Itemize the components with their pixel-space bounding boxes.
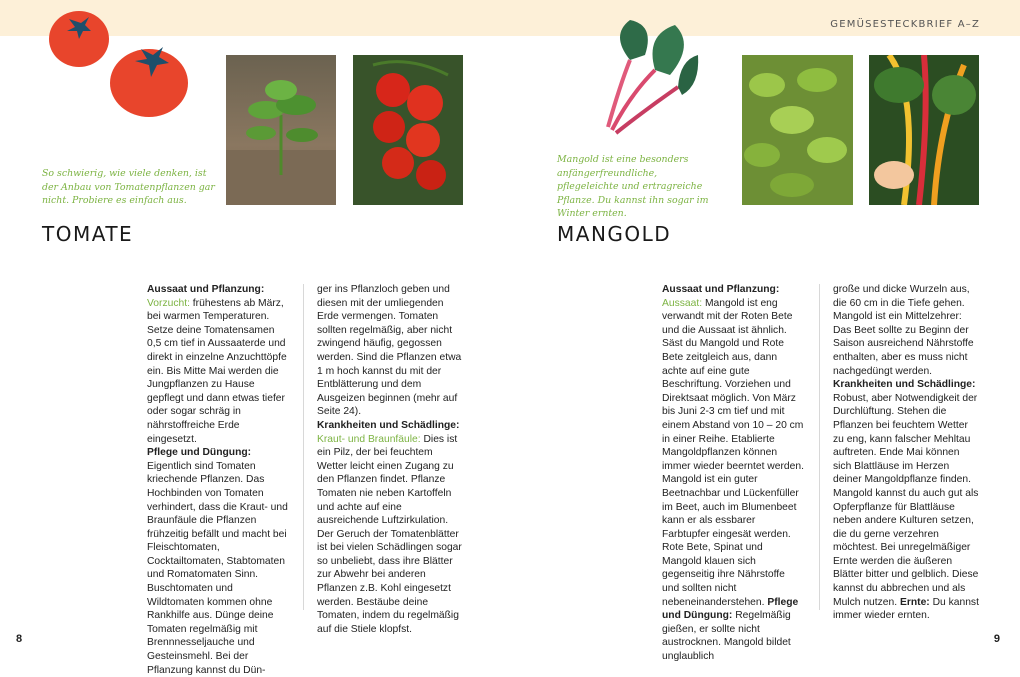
tomato-text-column-1: Aussaat und Pflanzung: Vorzucht: frühestens ab März, bei warmen Temperaturen. Setze deine Tomatensamen 0,5 cm tief in Aussaaterde und direkt in einzelne Anzuchttöpfe ein. Bis Mitte Mai werden die Jungpflanzen zu Hause gepflegt und dann etwas tiefer oder sogar schräg in nährstoffreiche Erde eingesetzt. Pflege und Düngung: Eigentlich sind Tomaten kriechende Pflanzen. Das Hochbinden von Tomaten verhindert, dass die Kraut- und Braunfäule die Pflanzen frühzeitig befällt und macht bei Fleischtomaten, Cocktailtomaten, Stabtomaten und Romatomaten Sinn. Buschtomaten und Wildtomaten kommen ohne Rankhilfe aus. Dünge deine Tomaten regelmäßig mit Brennnesseljauche und Gesteinsmehl. Bei der Pflanzung kannst du Dün-	[147, 284, 288, 676]
column-divider	[819, 284, 820, 610]
page-number-right: 9	[993, 633, 1000, 645]
chard-bed-photo	[742, 55, 853, 205]
page-number-left: 8	[16, 633, 23, 645]
tomato-intro: So schwierig, wie viele denken, ist der Anbau von Tomatenpflanzen gar nicht. Probiere es einfach aus.	[42, 168, 215, 206]
ripe-tomatoes-photo	[353, 55, 463, 205]
chard-illustration-icon	[600, 15, 700, 140]
mangold-text-column-2: große und dicke Wurzeln aus, die 60 cm in die Tiefe gehen. Mangold ist ein Mittelzehrer: Das Beet sollte zu Beginn der Saison ausreichend Nährstoffe enthalten, aber es muss nicht nachgedüngt werden. Krankheiten und Schädlinge: Robust, aber Notwendigkeit der Durchlüftung. Stehen die Pflanzen bei feuchtem Wetter zu eng, kann falscher Mehltau auftreten. Ende Mai können sich Blattläuse im Herzen deiner Mangoldpflanze finden. Mangold kannst du auch gut als Opferpflanze für Blattläuse neben andere Kulturen setzen, die du gerne verzehren möchtest. Bei unregelmäßiger Ernte werden die äußeren Blätter bitter und gelblich. Diese kannst du abbrechen und als Mulch nutzen. Ernte: Du kannst immer wieder ernten.	[833, 284, 979, 622]
rainbow-chard-photo	[869, 55, 979, 205]
mangold-intro: Mangold ist eine besonders anfängerfreundliche, pflegeleichte und ertragreiche Pflanze. Du kannst ihn sogar im Winter ernten.	[557, 154, 709, 219]
running-header: GEMÜSESTECKBRIEF A–Z	[830, 19, 980, 30]
tomato-seedling-photo	[226, 55, 336, 205]
page-title-mangold: MANGOLD	[557, 222, 672, 246]
column-divider	[303, 284, 304, 610]
page-title-tomate: TOMATE	[42, 222, 134, 246]
mangold-text-column-1: Aussaat und Pflanzung: Aussaat: Mangold ist eng verwandt mit der Roten Bete und die Aussaat ist ähnlich. Säst du Mangold und Rote Bete zeitgleich aus, dann achte auf eine gute Beschriftung. Vorziehen und Direktsaat möglich. Von März bis Juni 2-3 cm tief und mit einem Abstand von 10 – 20 cm in einer Reihe. Etablierte Mangoldpflanzen können immer wieder beerntet werden. Mangold ist ein guter Beetnachbar und Lückenfüller im Beet, auch im Blumenbeet kann er als essbarer Farbtupfer eingesät werden. Rote Bete, Spinat und Mangold klauen sich gegenseitig ihre Nährstoffe und sollten nicht nebeneinanderstehen. Pflege und Düngung: Regelmäßig gießen, er sollte nicht austrocknen. Mangold bildet unglaublich	[662, 284, 804, 663]
tomato-illustration-icon	[45, 5, 195, 120]
tomato-text-column-2: ger ins Pflanzloch geben und diesen mit der umliegenden Erde vermengen. Tomaten sollten regelmäßig, aber nicht zwingend häufig, gegossen werden. Sind die Pflanzen etwa 1 m hoch kannst du mit der Entblätterung und dem Ausgeizen beginnen (mehr auf Seite 24). Krankheiten und Schädlinge: Kraut- und Braunfäule: Dies ist ein Pilz, der bei feuchtem Wetter leicht einen Zugang zu den Pflanzen findet. Pflanze Tomaten nie neben Kartoffeln und achte auf eine ausreichende Luftzirkulation. Der Geruch der Tomatenblätter ist bei vielen Schädlingen sogar so unbeliebt, dass ihre Blätter zur Abwehr bei anderen Pflanzen z.B. Kohl eingesetzt werden. Bestäube deine Tomaten, indem du regelmäßig auf die Stiele klopfst.	[317, 284, 462, 635]
